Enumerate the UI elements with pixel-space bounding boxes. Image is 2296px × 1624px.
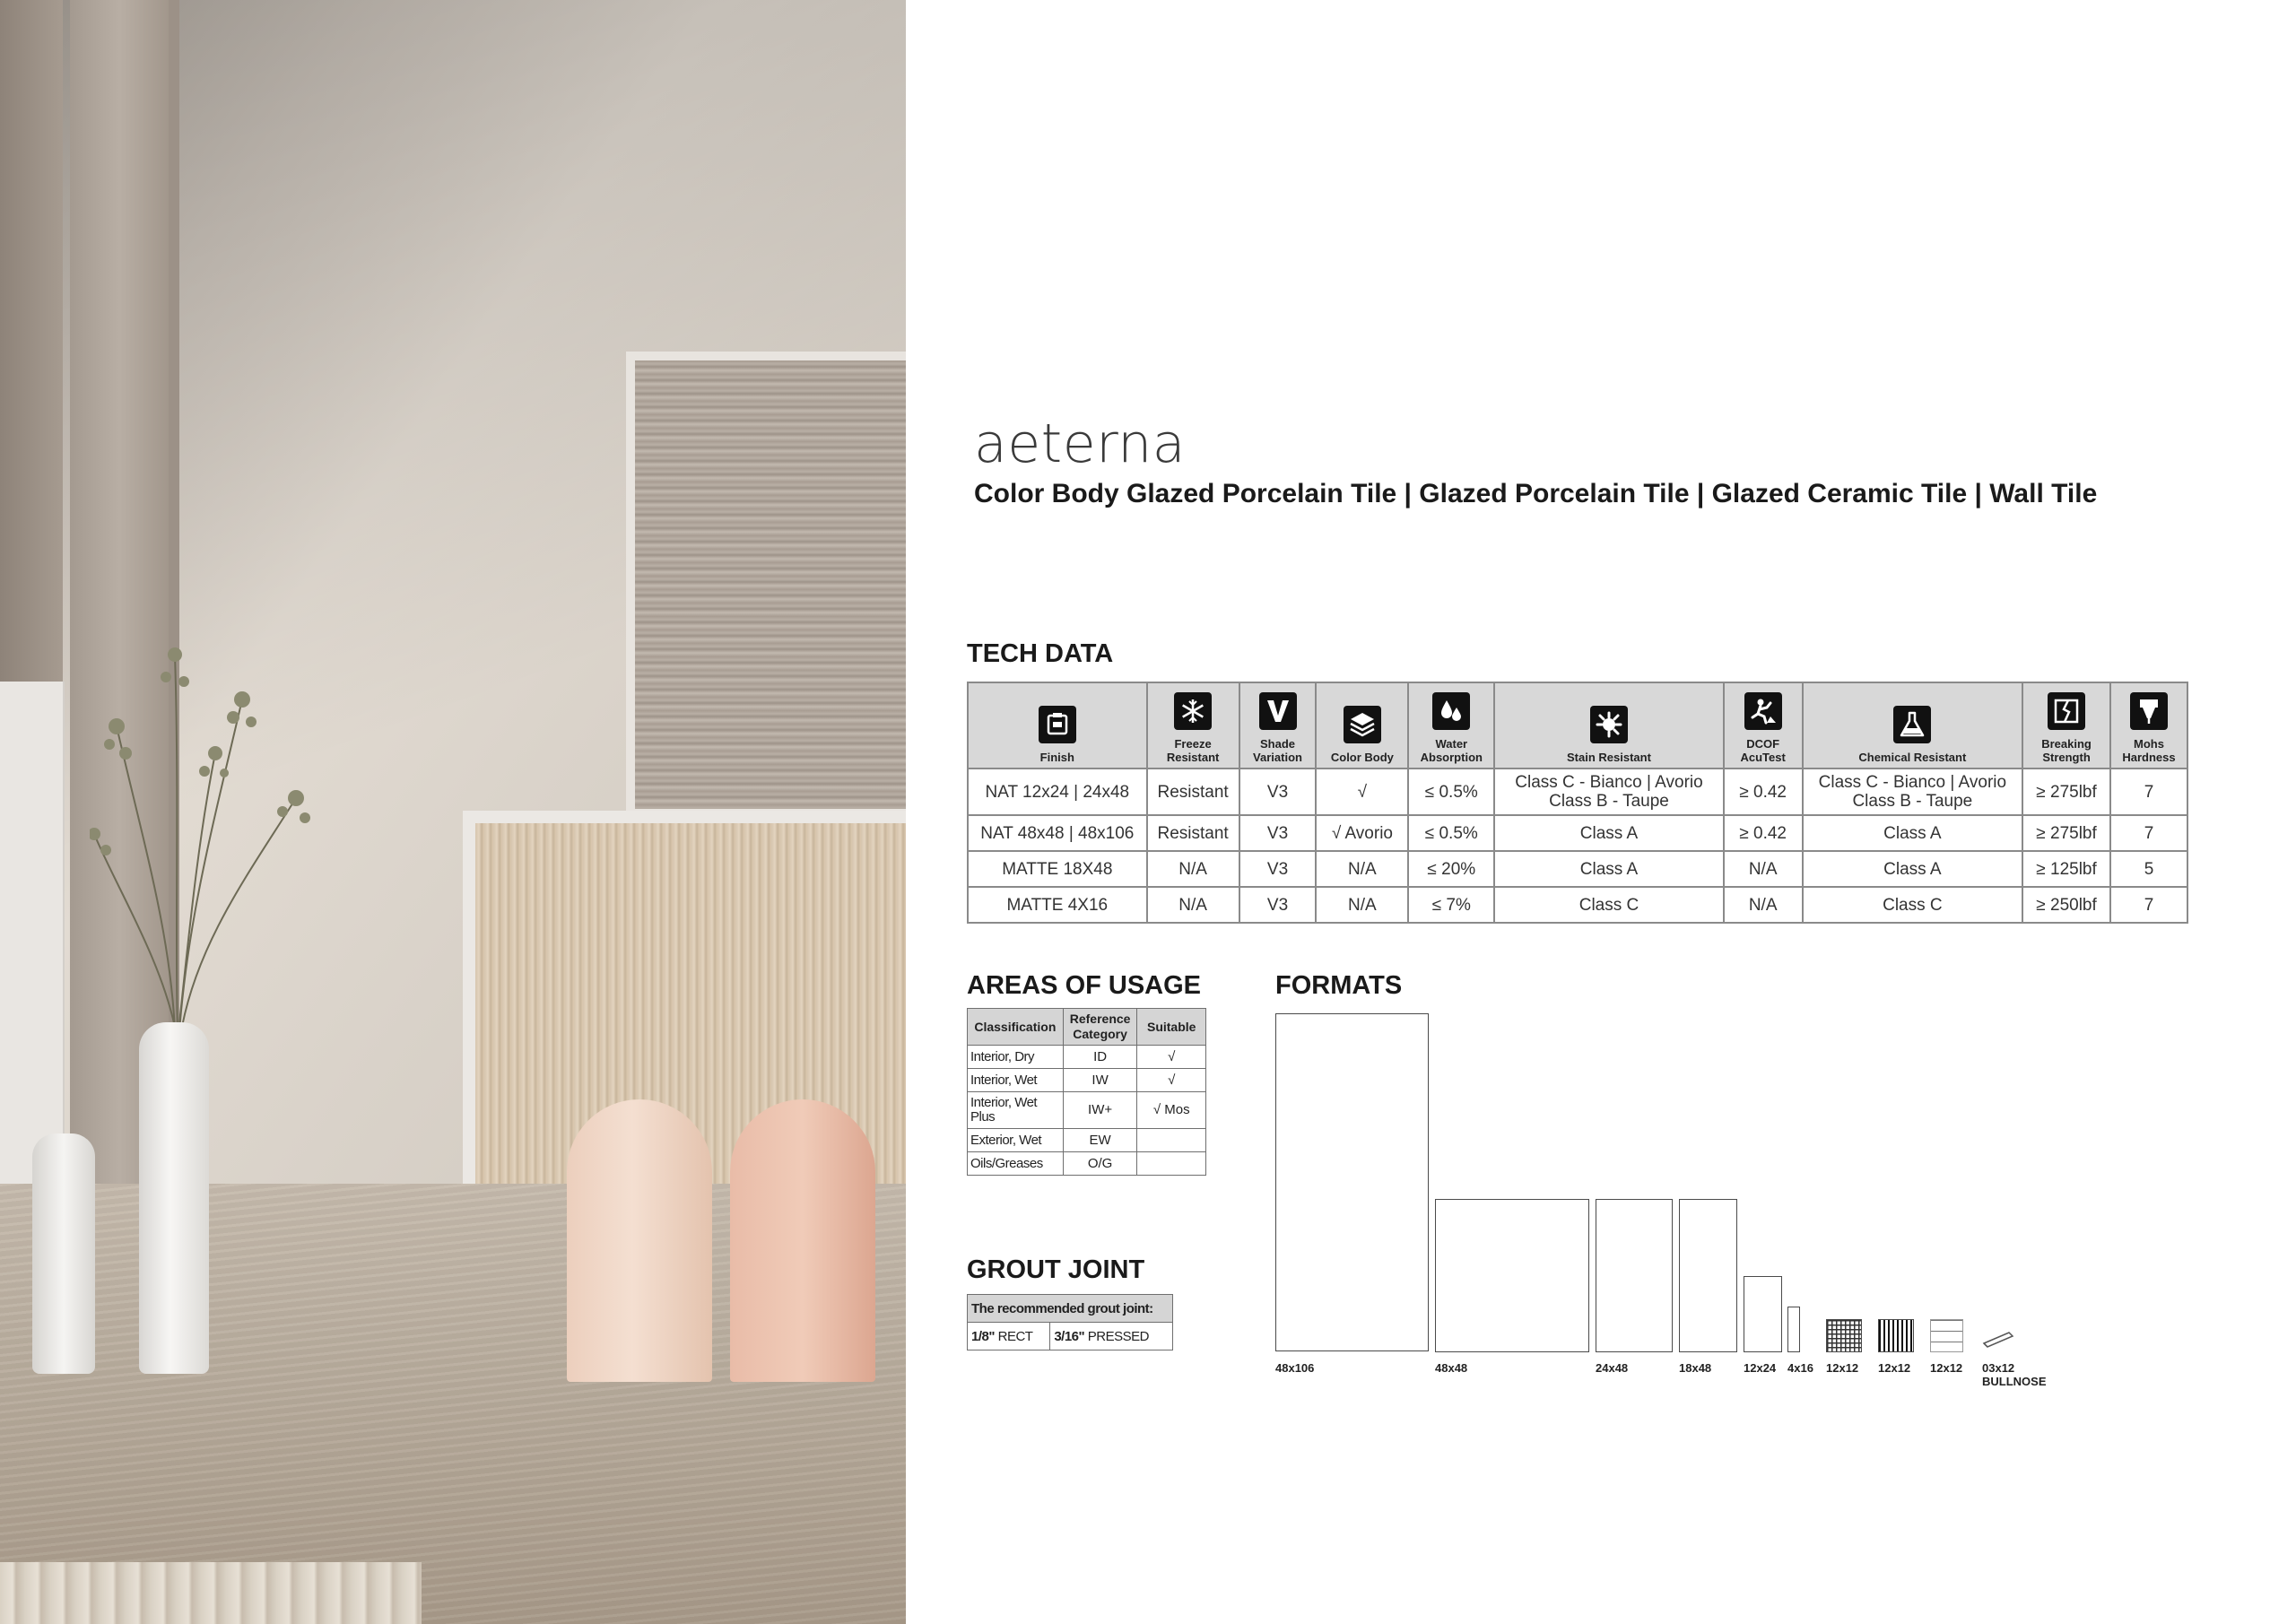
grout-size: 1/8": [971, 1328, 995, 1344]
tech-cell: V3: [1239, 769, 1317, 815]
areas-cell: O/G: [1063, 1152, 1137, 1176]
layers-icon: [1344, 706, 1381, 743]
tech-cell: Class C - Bianco | Avorio Class B - Taupe: [1494, 769, 1723, 815]
tech-col-chemical: [1803, 682, 2022, 769]
dried-flowers: [90, 619, 323, 1040]
tech-cell: ≤ 7%: [1408, 887, 1494, 923]
tech-cell: MATTE 4X16: [968, 887, 1147, 923]
tech-cell: Class C: [1803, 887, 2022, 923]
format-label: 12x12: [1930, 1361, 1963, 1375]
format-label: 18x48: [1679, 1361, 1712, 1375]
broken-tile-icon: [2048, 692, 2085, 730]
ribbed-tile-sample: [635, 360, 906, 809]
tech-cell: ≥ 0.42: [1724, 815, 1803, 851]
tech-cell: 7: [2110, 815, 2187, 851]
tech-cell: MATTE 18X48: [968, 851, 1147, 887]
grout-cell: [968, 1323, 1050, 1350]
tech-header-row: [968, 682, 2187, 769]
tech-col-colorbody: [1316, 682, 1408, 769]
tech-cell: V3: [1239, 815, 1317, 851]
areas-cell: √: [1137, 1046, 1206, 1069]
areas-cell: EW: [1063, 1129, 1137, 1152]
areas-cell: IW+: [1063, 1092, 1137, 1129]
tech-cell: N/A: [1147, 887, 1239, 923]
areas-row: [968, 1152, 1206, 1176]
white-vase: [139, 1022, 209, 1374]
water-drops-icon: [1432, 692, 1470, 730]
tech-cell: V3: [1239, 851, 1317, 887]
areas-cell: Interior, Wet Plus: [968, 1092, 1064, 1129]
format-12x24-swatch: [1744, 1276, 1782, 1352]
tech-col-label: DCOF AcuTest: [1740, 737, 1786, 764]
v-letter-icon: [1259, 692, 1297, 730]
bullnose-swatch: [1982, 1331, 2014, 1350]
tech-cell: ≤ 0.5%: [1408, 769, 1494, 815]
tech-col-label: Breaking Strength: [2041, 737, 2092, 764]
tech-col-label: Color Body: [1330, 751, 1394, 764]
lifestyle-photo: [0, 0, 906, 1624]
tech-cell: Class C - Bianco | Avorio Class B - Taupe: [1803, 769, 2022, 815]
tech-cell: Class A: [1803, 815, 2022, 851]
pink-arch-object: [567, 1099, 712, 1382]
tech-cell: 7: [2110, 769, 2187, 815]
tech-cell: N/A: [1316, 851, 1408, 887]
tech-col-breaking: [2022, 682, 2110, 769]
format-label: 12x24: [1744, 1361, 1777, 1375]
snowflake-icon: [1174, 692, 1212, 730]
tech-cell: √: [1316, 769, 1408, 815]
format-4x16-swatch: [1787, 1307, 1800, 1352]
grout-type: RECT: [997, 1328, 1033, 1344]
tech-col-label: Chemical Resistant: [1858, 751, 1967, 764]
tech-col-dcof: [1724, 682, 1803, 769]
format-label: 4x16: [1787, 1361, 1813, 1375]
areas-cell: √ Mos: [1137, 1092, 1206, 1129]
tech-col-label: Mohs Hardness: [2122, 737, 2176, 764]
white-vase: [32, 1133, 95, 1374]
mohs-icon: [2130, 692, 2168, 730]
tech-col-water: [1408, 682, 1494, 769]
format-12x12-mosaic-swatch: [1826, 1319, 1862, 1352]
tech-cell: ≥ 275lbf: [2022, 815, 2110, 851]
areas-cell: Exterior, Wet: [968, 1129, 1064, 1152]
tech-cell: 5: [2110, 851, 2187, 887]
tech-cell: N/A: [1147, 851, 1239, 887]
tech-cell: Resistant: [1147, 815, 1239, 851]
tech-cell: 7: [2110, 887, 2187, 923]
pink-arch-object: [730, 1099, 875, 1382]
areas-row: [968, 1046, 1206, 1069]
tech-cell: N/A: [1724, 851, 1803, 887]
areas-row: [968, 1129, 1206, 1152]
tech-row: [968, 769, 2187, 815]
format-label: 24x48: [1596, 1361, 1629, 1375]
tech-col-mohs: [2110, 682, 2187, 769]
tech-row: [968, 851, 2187, 887]
tech-cell: Class A: [1494, 815, 1723, 851]
format-24x48-swatch: [1596, 1199, 1673, 1352]
areas-cell: √: [1137, 1069, 1206, 1092]
tech-cell: Class A: [1494, 851, 1723, 887]
tech-cell: Class A: [1803, 851, 2022, 887]
tech-col-freeze: [1147, 682, 1239, 769]
grout-cell: [1050, 1323, 1173, 1350]
grout-type: PRESSED: [1087, 1328, 1149, 1344]
areas-of-usage-title: AREAS OF USAGE: [967, 971, 1202, 1000]
tech-col-shade: [1239, 682, 1317, 769]
areas-header: Suitable: [1137, 1009, 1206, 1046]
format-label: 03x12 BULLNOSE: [1982, 1361, 2047, 1388]
areas-cell: Interior, Dry: [968, 1046, 1064, 1069]
tech-col-label: Finish: [1039, 751, 1074, 764]
areas-cell: Oils/Greases: [968, 1152, 1064, 1176]
format-label: 12x12: [1878, 1361, 1911, 1375]
grout-header-row: [968, 1295, 1173, 1323]
areas-row: [968, 1092, 1206, 1129]
grout-joint-title: GROUT JOINT: [967, 1255, 1145, 1284]
areas-cell: IW: [1063, 1069, 1137, 1092]
areas-cell: ID: [1063, 1046, 1137, 1069]
splash-icon: [1590, 706, 1628, 743]
tech-col-label: Water Absorption: [1420, 737, 1483, 764]
tech-col-label: Shade Variation: [1253, 737, 1302, 764]
tech-cell: ≤ 20%: [1408, 851, 1494, 887]
tech-col-finish: [968, 682, 1147, 769]
tech-row: [968, 815, 2187, 851]
format-12x12-stripe-swatch: [1878, 1319, 1914, 1352]
tech-col-label: Stain Resistant: [1567, 751, 1651, 764]
tech-cell: NAT 48x48 | 48x106: [968, 815, 1147, 851]
areas-of-usage-table: [967, 1008, 1206, 1176]
collection-subtitle: Color Body Glazed Porcelain Tile | Glazed Porcelain Tile | Glazed Ceramic Tile | Wall Tile: [974, 479, 2098, 508]
tech-cell: N/A: [1316, 887, 1408, 923]
formats-title: FORMATS: [1275, 971, 1403, 1000]
format-48x106-swatch: [1275, 1013, 1429, 1351]
tech-cell: Resistant: [1147, 769, 1239, 815]
slip-icon: [1744, 692, 1782, 730]
tech-col-stain: [1494, 682, 1723, 769]
format-label: 48x106: [1275, 1361, 1315, 1375]
collection-title: aeterna: [974, 413, 1187, 475]
format-12x12-plain-swatch: [1930, 1319, 1963, 1352]
areas-cell: [1137, 1152, 1206, 1176]
areas-cell: Interior, Wet: [968, 1069, 1064, 1092]
tech-col-label: Freeze Resistant: [1166, 737, 1220, 764]
areas-row: [968, 1069, 1206, 1092]
grout-header: The recommended grout joint:: [968, 1295, 1173, 1323]
tech-cell: ≥ 275lbf: [2022, 769, 2110, 815]
grout-size: 3/16": [1054, 1328, 1085, 1344]
format-label: 12x12: [1826, 1361, 1859, 1375]
flask-icon: [1893, 706, 1931, 743]
areas-header-row: [968, 1009, 1206, 1046]
woven-mat: [0, 1562, 422, 1624]
format-48x48-swatch: [1435, 1199, 1589, 1352]
grout-joint-table: [967, 1294, 1173, 1350]
tech-cell: Class C: [1494, 887, 1723, 923]
tech-cell: NAT 12x24 | 24x48: [968, 769, 1147, 815]
tech-data-title: TECH DATA: [967, 639, 1114, 668]
tech-cell: √ Avorio: [1316, 815, 1408, 851]
tech-data-table: [967, 682, 2188, 924]
format-18x48-swatch: [1679, 1199, 1737, 1352]
tech-cell: ≥ 250lbf: [2022, 887, 2110, 923]
format-label: 48x48: [1435, 1361, 1468, 1375]
tech-cell: ≤ 0.5%: [1408, 815, 1494, 851]
finish-icon: [1039, 706, 1076, 743]
tech-cell: N/A: [1724, 887, 1803, 923]
tech-cell: V3: [1239, 887, 1317, 923]
tech-cell: ≥ 125lbf: [2022, 851, 2110, 887]
areas-cell: [1137, 1129, 1206, 1152]
grout-row: [968, 1323, 1173, 1350]
areas-header: Classification: [968, 1009, 1064, 1046]
areas-header: Reference Category: [1063, 1009, 1137, 1046]
tech-cell: ≥ 0.42: [1724, 769, 1803, 815]
tech-row: [968, 887, 2187, 923]
